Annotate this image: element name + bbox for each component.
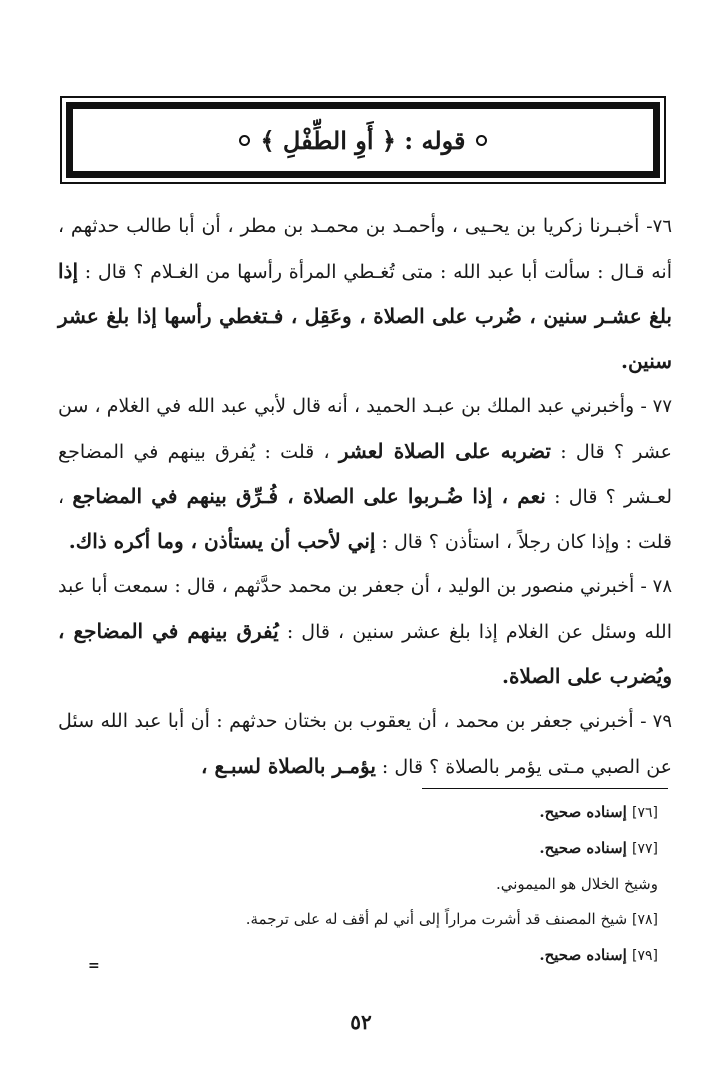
paragraph-bold-text: إذا بلغ عشـر سنين ، ضُرب على الصلاة ، وعَقِل ، فـتغطي رأسها إذا بلغ عشر سنين.	[58, 259, 673, 373]
paragraph-bold-text: يؤمـر بالصلاة لسبـع ،	[201, 754, 376, 778]
paragraph-text: أخبرني منصور بن الوليد ، أن جعفر بن محمد حدَّثهم ، قال : سمعت أبا عبد الله وسئل عن الغلام إذا بلغ عشر سنين ، قال :	[58, 575, 672, 643]
paragraph-bold-text: نعم ، إذا ضُـربوا على الصلاة ، فُـرِّق بينهم في المضاجع	[72, 484, 546, 508]
paragraph-77	[58, 384, 672, 564]
footnote-text: إسناده صحيح.	[539, 839, 633, 857]
main-text	[58, 204, 672, 789]
chapter-title-text: قوله : ﴿ أَوِ الطِّفْلِ ﴾	[260, 125, 466, 155]
paragraph-text: أخبـرنا زكريا بن يحـيى ، وأحمـد بن محمـد بن مطر ، أن أبا طالب حدثهم ، أنه قـال : سألت أبا عبد الله : متى تُغـطي المرأة رأسها من الغـلام ؟ قال :	[58, 215, 672, 283]
paragraph-78	[58, 564, 672, 699]
paragraph-number: ٧٩ -	[640, 711, 672, 732]
paragraph-79	[58, 699, 672, 789]
footnote-79	[58, 938, 658, 974]
footnote-ref: [٧٧]	[632, 841, 658, 857]
paragraph-number: ٧٨ -	[640, 576, 672, 597]
page-number: ٥٢	[350, 1010, 372, 1034]
paragraph-76	[58, 204, 672, 384]
paragraph-text: أخبرني جعفر بن محمد ، أن يعقوب بن بختان حدثهم : أن أبا عبد الله سئل عن الصبي مـتى يؤمر بالصلاة ؟ قال :	[58, 710, 672, 778]
paragraph-text: وأخبرني عبد الملك بن عبـد الحميد ، أنه قال لأبي عبد الله في الغلام ، سن عشر ؟ قال :	[58, 395, 673, 463]
paragraph-number: ٧٦-	[646, 216, 672, 237]
footnote-text: وشيخ الخلال هو الميموني.	[495, 875, 658, 893]
paragraph-text: ، قلت : وإذا كان رجلاً ، استأذن ؟ قال :	[58, 486, 672, 553]
chapter-title-inner-border	[66, 102, 660, 178]
footnote-76	[58, 795, 658, 831]
paragraph-bold-text: إني لأحب أن يستأذن ، وما أكره ذاك.	[68, 529, 376, 553]
footnote-separator	[422, 788, 668, 789]
footnotes	[58, 795, 658, 974]
paragraph-bold-text: تضربه على الصلاة لعشر	[338, 439, 551, 463]
paragraph-text: ، قلت : يُفرق بينهم في المضاجع لعـشر ؟ قال :	[58, 441, 672, 508]
footnote-text: شيخ المصنف قد أشرت مراراً إلى أني لم أقف له على ترجمة.	[245, 910, 633, 928]
footnote-ref: [٧٩]	[632, 948, 658, 964]
footnote-77	[58, 831, 658, 867]
footnote-ref: [٧٨]	[632, 912, 658, 928]
circle-ornament-right-icon	[476, 135, 487, 146]
circle-ornament-left-icon	[239, 135, 250, 146]
continuation-mark: =	[88, 958, 99, 974]
footnote-text: إسناده صحيح.	[539, 946, 633, 964]
footnote-78	[58, 902, 658, 938]
footnote-text: إسناده صحيح.	[539, 803, 633, 821]
footnote-ref: [٧٦]	[632, 805, 658, 821]
paragraph-number: ٧٧ -	[640, 396, 672, 417]
footnote-77-note	[58, 867, 658, 902]
paragraph-bold-text: يُفرق بينهم في المضاجع ، ويُضرب على الصلاة.	[58, 619, 672, 688]
chapter-title	[239, 126, 486, 155]
chapter-title-frame	[60, 96, 666, 184]
